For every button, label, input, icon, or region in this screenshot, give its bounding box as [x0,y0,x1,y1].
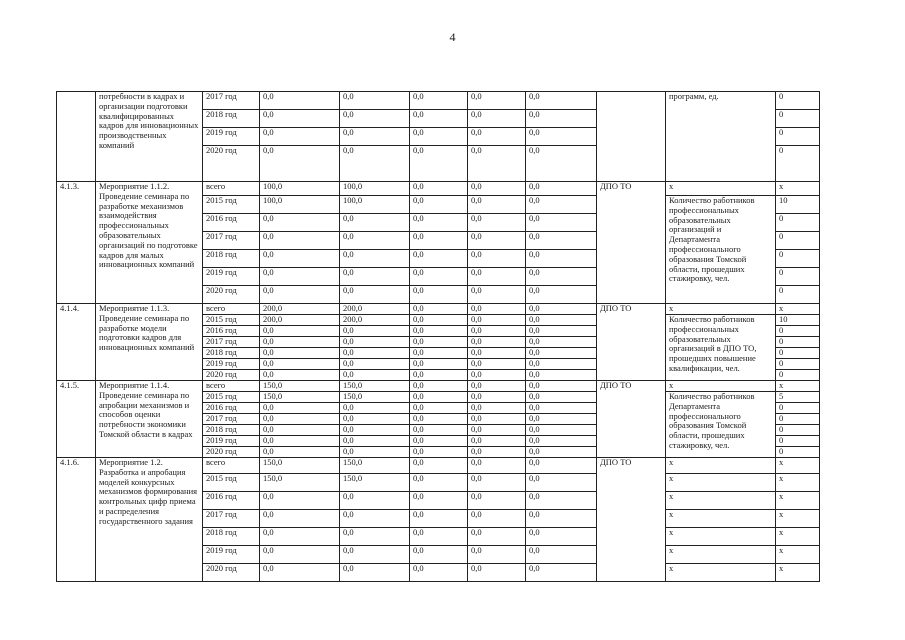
year-cell: 2018 год [203,250,260,268]
value-cell: 0,0 [526,110,597,128]
year-cell: 2020 год [203,564,260,582]
value-cell: 0,0 [340,510,410,528]
indicator-value-cell: 0 [776,268,820,286]
year-cell: 2015 год [203,392,260,403]
value-cell: 0,0 [410,92,468,110]
value-cell: 0,0 [468,510,526,528]
value-cell: 150,0 [340,458,410,474]
indicator-value-cell: x [776,381,820,392]
indicator-value-cell: 0 [776,286,820,304]
value-cell: 0,0 [260,425,340,436]
indicator-cell: x [666,458,776,474]
indicator-cell: x [666,381,776,392]
year-cell: 2020 год [203,146,260,182]
value-cell: 0,0 [468,196,526,214]
indicator-value-cell: 0 [776,110,820,128]
indicator-value-cell: x [776,304,820,315]
value-cell: 0,0 [526,337,597,348]
value-cell: 0,0 [468,304,526,315]
value-cell: 0,0 [410,250,468,268]
value-cell: 200,0 [340,315,410,326]
value-cell: 100,0 [260,196,340,214]
value-cell: 0,0 [468,458,526,474]
value-cell: 0,0 [260,546,340,564]
value-cell: 0,0 [260,128,340,146]
indicator-value-cell: 0 [776,337,820,348]
value-cell: 0,0 [526,232,597,250]
year-cell: 2018 год [203,528,260,546]
year-cell: 2016 год [203,326,260,337]
value-cell: 0,0 [468,326,526,337]
value-cell: 0,0 [468,348,526,359]
value-cell: 0,0 [260,528,340,546]
value-cell: 150,0 [260,381,340,392]
value-cell: 0,0 [526,196,597,214]
value-cell: 0,0 [410,214,468,232]
year-cell: 2015 год [203,315,260,326]
value-cell: 0,0 [340,92,410,110]
value-cell: 0,0 [410,196,468,214]
value-cell: 0,0 [526,447,597,458]
item-name: Мероприятие 1.1.4. Проведение семинара по апробации механизмов и способов оценки потребности экономики Томской области в кадрах [96,381,203,458]
value-cell: 0,0 [340,492,410,510]
indicator-value-cell: 0 [776,403,820,414]
value-cell: 0,0 [526,474,597,492]
indicator-value-cell: x [776,546,820,564]
value-cell: 0,0 [526,564,597,582]
value-cell: 0,0 [468,381,526,392]
value-cell: 0,0 [468,146,526,182]
value-cell: 0,0 [260,510,340,528]
value-cell: 0,0 [468,528,526,546]
value-cell: 0,0 [526,128,597,146]
value-cell: 0,0 [410,370,468,381]
value-cell: 0,0 [410,304,468,315]
value-cell: 0,0 [410,564,468,582]
value-cell: 0,0 [410,436,468,447]
value-cell: 0,0 [468,403,526,414]
value-cell: 0,0 [526,214,597,232]
year-cell: 2020 год [203,447,260,458]
indicator-value-cell: 0 [776,359,820,370]
value-cell: 0,0 [410,546,468,564]
executor-cell [597,92,666,182]
indicator-cell: x [666,182,776,196]
value-cell: 0,0 [340,447,410,458]
value-cell: 0,0 [340,146,410,182]
indicator-value-cell: x [776,492,820,510]
item-number: 4.1.3. [57,182,96,304]
year-cell: 2015 год [203,474,260,492]
year-cell: 2018 год [203,348,260,359]
indicator-cell: x [666,528,776,546]
year-cell: 2015 год [203,196,260,214]
year-cell: 2017 год [203,414,260,425]
indicator-cell: программ, ед. [666,92,776,182]
indicator-value-cell: 0 [776,447,820,458]
value-cell: 0,0 [526,492,597,510]
indicator-value-cell: x [776,182,820,196]
value-cell: 0,0 [340,286,410,304]
value-cell: 0,0 [340,436,410,447]
value-cell: 0,0 [260,110,340,128]
value-cell: 0,0 [468,337,526,348]
value-cell: 0,0 [260,447,340,458]
value-cell: 0,0 [410,348,468,359]
value-cell: 0,0 [410,315,468,326]
value-cell: 0,0 [410,110,468,128]
year-cell: 2017 год [203,92,260,110]
value-cell: 0,0 [468,425,526,436]
item-number [57,92,96,182]
value-cell: 150,0 [340,474,410,492]
value-cell: 0,0 [340,214,410,232]
indicator-value-cell: x [776,458,820,474]
year-cell: 2020 год [203,370,260,381]
value-cell: 0,0 [468,359,526,370]
value-cell: 0,0 [526,403,597,414]
value-cell: 0,0 [260,564,340,582]
value-cell: 0,0 [340,528,410,546]
value-cell: 0,0 [468,214,526,232]
indicator-value-cell: 0 [776,414,820,425]
value-cell: 0,0 [468,286,526,304]
indicator-cell: x [666,564,776,582]
value-cell: 200,0 [260,304,340,315]
year-cell: всего [203,458,260,474]
value-cell: 100,0 [340,196,410,214]
year-cell: 2017 год [203,232,260,250]
indicator-value-cell: 0 [776,425,820,436]
value-cell: 0,0 [260,414,340,425]
value-cell: 0,0 [526,250,597,268]
value-cell: 0,0 [468,315,526,326]
value-cell: 0,0 [468,370,526,381]
value-cell: 0,0 [340,110,410,128]
value-cell: 0,0 [526,326,597,337]
value-cell: 0,0 [340,564,410,582]
indicator-cell: x [666,492,776,510]
value-cell: 0,0 [410,359,468,370]
value-cell: 0,0 [340,348,410,359]
value-cell: 0,0 [526,92,597,110]
value-cell: 0,0 [468,250,526,268]
executor-cell: ДПО ТО [597,182,666,304]
value-cell: 0,0 [468,447,526,458]
value-cell: 0,0 [340,326,410,337]
value-cell: 0,0 [260,250,340,268]
value-cell: 0,0 [340,337,410,348]
year-cell: 2016 год [203,403,260,414]
value-cell: 0,0 [526,381,597,392]
value-cell: 0,0 [468,182,526,196]
table-row [57,458,820,474]
indicator-value-cell: 0 [776,326,820,337]
item-number: 4.1.5. [57,381,96,458]
value-cell: 0,0 [410,286,468,304]
year-cell: 2020 год [203,286,260,304]
item-number: 4.1.4. [57,304,96,381]
value-cell: 100,0 [340,182,410,196]
item-name: Мероприятие 1.1.2. Проведение семинара по разработке механизмов взаимодействия профессиональных образовательных организаций по подготовке кадров для малых инновационных компаний [96,182,203,304]
value-cell: 0,0 [410,510,468,528]
value-cell: 0,0 [340,414,410,425]
value-cell: 0,0 [468,110,526,128]
indicator-cell: x [666,304,776,315]
item-number: 4.1.6. [57,458,96,582]
value-cell: 150,0 [260,392,340,403]
value-cell: 150,0 [260,458,340,474]
value-cell: 0,0 [526,348,597,359]
value-cell: 0,0 [526,546,597,564]
indicator-value-cell: 0 [776,214,820,232]
value-cell: 0,0 [410,447,468,458]
year-cell: всего [203,381,260,392]
value-cell: 0,0 [468,268,526,286]
value-cell: 0,0 [410,146,468,182]
value-cell: 0,0 [468,564,526,582]
indicator-value-cell: 0 [776,250,820,268]
value-cell: 0,0 [526,268,597,286]
value-cell: 0,0 [526,182,597,196]
value-cell: 0,0 [260,403,340,414]
value-cell: 200,0 [340,304,410,315]
indicator-value-cell: x [776,528,820,546]
value-cell: 0,0 [526,359,597,370]
value-cell: 0,0 [526,315,597,326]
value-cell: 0,0 [260,337,340,348]
indicator-value-cell: 10 [776,196,820,214]
value-cell: 0,0 [260,359,340,370]
value-cell: 0,0 [410,128,468,146]
value-cell: 0,0 [340,403,410,414]
table-row [57,92,820,110]
program-table [56,91,820,582]
value-cell: 0,0 [340,232,410,250]
value-cell: 0,0 [260,436,340,447]
year-cell: 2017 год [203,337,260,348]
value-cell: 0,0 [410,414,468,425]
year-cell: 2019 год [203,436,260,447]
value-cell: 0,0 [260,146,340,182]
value-cell: 0,0 [410,403,468,414]
value-cell: 0,0 [260,286,340,304]
value-cell: 0,0 [410,337,468,348]
value-cell: 0,0 [410,381,468,392]
table-row [57,304,820,315]
value-cell: 0,0 [410,232,468,250]
table-row [57,381,820,392]
value-cell: 0,0 [410,474,468,492]
value-cell: 0,0 [410,268,468,286]
value-cell: 0,0 [410,492,468,510]
item-name: Мероприятие 1.1.3. Проведение семинара по разработке модели подготовки кадров для инновационных компаний [96,304,203,381]
indicator-value-cell: 10 [776,315,820,326]
year-cell: 2019 год [203,128,260,146]
value-cell: 0,0 [468,474,526,492]
value-cell: 0,0 [410,392,468,403]
item-name: потребности в кадрах и организации подготовки квалифицированных кадров для инновационных производственных компаний [96,92,203,182]
year-cell: 2019 год [203,546,260,564]
indicator-value-cell: 0 [776,348,820,359]
value-cell: 100,0 [260,182,340,196]
year-cell: 2019 год [203,268,260,286]
indicator-value-cell: 0 [776,436,820,447]
indicator-value-cell: x [776,510,820,528]
executor-cell: ДПО ТО [597,304,666,381]
value-cell: 0,0 [260,492,340,510]
year-cell: всего [203,304,260,315]
value-cell: 0,0 [340,370,410,381]
value-cell: 0,0 [260,370,340,381]
value-cell: 0,0 [410,528,468,546]
value-cell: 0,0 [468,232,526,250]
value-cell: 0,0 [340,128,410,146]
value-cell: 0,0 [260,268,340,286]
indicator-value-cell: x [776,474,820,492]
year-cell: 2019 год [203,359,260,370]
year-cell: 2018 год [203,110,260,128]
value-cell: 0,0 [410,425,468,436]
value-cell: 0,0 [526,414,597,425]
item-name: Мероприятие 1.2. Разработка и апробация моделей конкурсных механизмов формирования контрольных цифр приема и распределения государственного задания [96,458,203,582]
value-cell: 0,0 [526,528,597,546]
program-table-body [57,92,820,582]
table-row [57,182,820,196]
value-cell: 0,0 [468,546,526,564]
value-cell: 0,0 [526,286,597,304]
value-cell: 150,0 [340,392,410,403]
value-cell: 0,0 [340,425,410,436]
value-cell: 0,0 [526,436,597,447]
value-cell: 0,0 [526,304,597,315]
executor-cell: ДПО ТО [597,458,666,582]
indicator-cell: Количество работников профессиональных образовательных организаций в ДПО ТО, прошедших повышение квалификации, чел. [666,315,776,381]
executor-cell: ДПО ТО [597,381,666,458]
value-cell: 0,0 [468,492,526,510]
value-cell: 0,0 [526,146,597,182]
value-cell: 0,0 [260,232,340,250]
value-cell: 0,0 [410,182,468,196]
indicator-cell: x [666,474,776,492]
indicator-cell: x [666,510,776,528]
indicator-value-cell: 0 [776,232,820,250]
value-cell: 0,0 [526,510,597,528]
value-cell: 0,0 [468,436,526,447]
year-cell: всего [203,182,260,196]
indicator-value-cell: x [776,564,820,582]
indicator-value-cell: 0 [776,370,820,381]
value-cell: 0,0 [526,370,597,381]
value-cell: 200,0 [260,315,340,326]
year-cell: 2017 год [203,510,260,528]
value-cell: 150,0 [340,381,410,392]
value-cell: 0,0 [526,458,597,474]
value-cell: 0,0 [468,92,526,110]
year-cell: 2018 год [203,425,260,436]
value-cell: 0,0 [260,348,340,359]
value-cell: 0,0 [340,250,410,268]
year-cell: 2016 год [203,214,260,232]
value-cell: 0,0 [410,326,468,337]
indicator-cell: Количество работников профессиональных образовательных организаций и Департамента профессионального образования Томской области, прошедших стажировку, чел. [666,196,776,304]
value-cell: 0,0 [410,458,468,474]
value-cell: 0,0 [526,425,597,436]
indicator-value-cell: 5 [776,392,820,403]
value-cell: 0,0 [260,326,340,337]
indicator-cell: Количество работников Департамента профессионального образования Томской области, прошедших стажировку, чел. [666,392,776,458]
value-cell: 0,0 [340,268,410,286]
value-cell: 0,0 [340,546,410,564]
indicator-value-cell: 0 [776,146,820,182]
value-cell: 0,0 [468,128,526,146]
indicator-cell: x [666,546,776,564]
value-cell: 0,0 [260,92,340,110]
value-cell: 0,0 [340,359,410,370]
value-cell: 0,0 [260,214,340,232]
value-cell: 150,0 [260,474,340,492]
value-cell: 0,0 [468,392,526,403]
value-cell: 0,0 [526,392,597,403]
value-cell: 0,0 [468,414,526,425]
page-number: 4 [449,30,456,44]
indicator-value-cell: 0 [776,128,820,146]
year-cell: 2016 год [203,492,260,510]
indicator-value-cell: 0 [776,92,820,110]
